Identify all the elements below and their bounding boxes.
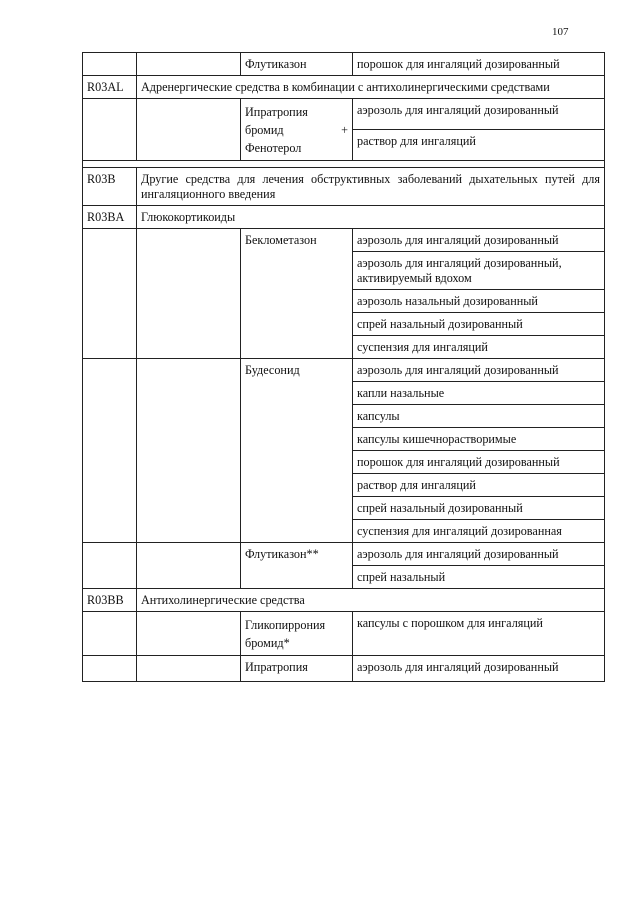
table-row — [83, 656, 605, 682]
group-cell — [137, 99, 241, 161]
group-cell — [137, 359, 241, 543]
table-row — [83, 229, 605, 252]
dosage-form: аэрозоль для ингаляций дозированный — [353, 543, 605, 566]
table-row — [83, 206, 605, 229]
table-row — [83, 76, 605, 99]
dosage-form: аэрозоль для ингаляций дозированный, активируемый вдохом — [353, 252, 605, 290]
dosage-form: спрей назальный — [353, 566, 605, 589]
atc-group-title: Другие средства для лечения обструктивных заболеваний дыхательных путей для ингаляционного введения — [137, 168, 605, 206]
drug-name: Ипратропия бромид + Фенотерол — [241, 99, 353, 161]
table-row — [83, 589, 605, 612]
group-cell — [137, 53, 241, 76]
code-cell — [83, 656, 137, 682]
dosage-form: раствор для ингаляций — [353, 130, 605, 161]
spacer-cell — [83, 161, 605, 168]
group-cell — [137, 612, 241, 656]
drug-name: Будесонид — [241, 359, 353, 543]
dosage-form: порошок для ингаляций дозированный — [353, 53, 605, 76]
drug-name: Флутиказон — [241, 53, 353, 76]
table-row — [83, 612, 605, 656]
dosage-form: капсулы с порошком для ингаляций — [353, 612, 605, 656]
dosage-form: капли назальные — [353, 382, 605, 405]
table-row — [83, 53, 605, 76]
atc-group-title: Адренергические средства в комбинации с антихолинергическими средствами — [137, 76, 605, 99]
dosage-form: суспензия для ингаляций — [353, 336, 605, 359]
dosage-form: суспензия для ингаляций дозированная — [353, 520, 605, 543]
dosage-form: аэрозоль для ингаляций дозированный — [353, 229, 605, 252]
dosage-form: капсулы кишечнорастворимые — [353, 428, 605, 451]
group-cell — [137, 656, 241, 682]
dosage-form: аэрозоль для ингаляций дозированный — [353, 99, 605, 130]
table-row — [83, 543, 605, 566]
page-number: 107 — [552, 26, 569, 38]
dosage-form: аэрозоль для ингаляций дозированный — [353, 656, 605, 682]
code-cell — [83, 612, 137, 656]
atc-code: R03B — [83, 168, 137, 206]
atc-code: R03BB — [83, 589, 137, 612]
dosage-form: раствор для ингаляций — [353, 474, 605, 497]
group-cell — [137, 543, 241, 589]
drug-name: Беклометазон — [241, 229, 353, 359]
drug-name: Флутиказон** — [241, 543, 353, 589]
atc-code: R03AL — [83, 76, 137, 99]
table-row — [83, 161, 605, 168]
dosage-form: капсулы — [353, 405, 605, 428]
dosage-form: спрей назальный дозированный — [353, 313, 605, 336]
dosage-form: порошок для ингаляций дозированный — [353, 451, 605, 474]
code-cell — [83, 99, 137, 161]
table-row — [83, 359, 605, 382]
drug-table — [82, 52, 605, 682]
drug-name: Ипратропия — [241, 656, 353, 682]
atc-code: R03BA — [83, 206, 137, 229]
code-cell — [83, 229, 137, 359]
dosage-form: аэрозоль для ингаляций дозированный — [353, 359, 605, 382]
dosage-form: аэрозоль назальный дозированный — [353, 290, 605, 313]
dosage-form: спрей назальный дозированный — [353, 497, 605, 520]
table-row — [83, 168, 605, 206]
table-row — [83, 99, 605, 130]
code-cell — [83, 543, 137, 589]
code-cell — [83, 359, 137, 543]
group-cell — [137, 229, 241, 359]
atc-group-title: Глюкокортикоиды — [137, 206, 605, 229]
drug-name: Гликопиррония бромид* — [241, 612, 353, 656]
code-cell — [83, 53, 137, 76]
atc-group-title: Антихолинергические средства — [137, 589, 605, 612]
